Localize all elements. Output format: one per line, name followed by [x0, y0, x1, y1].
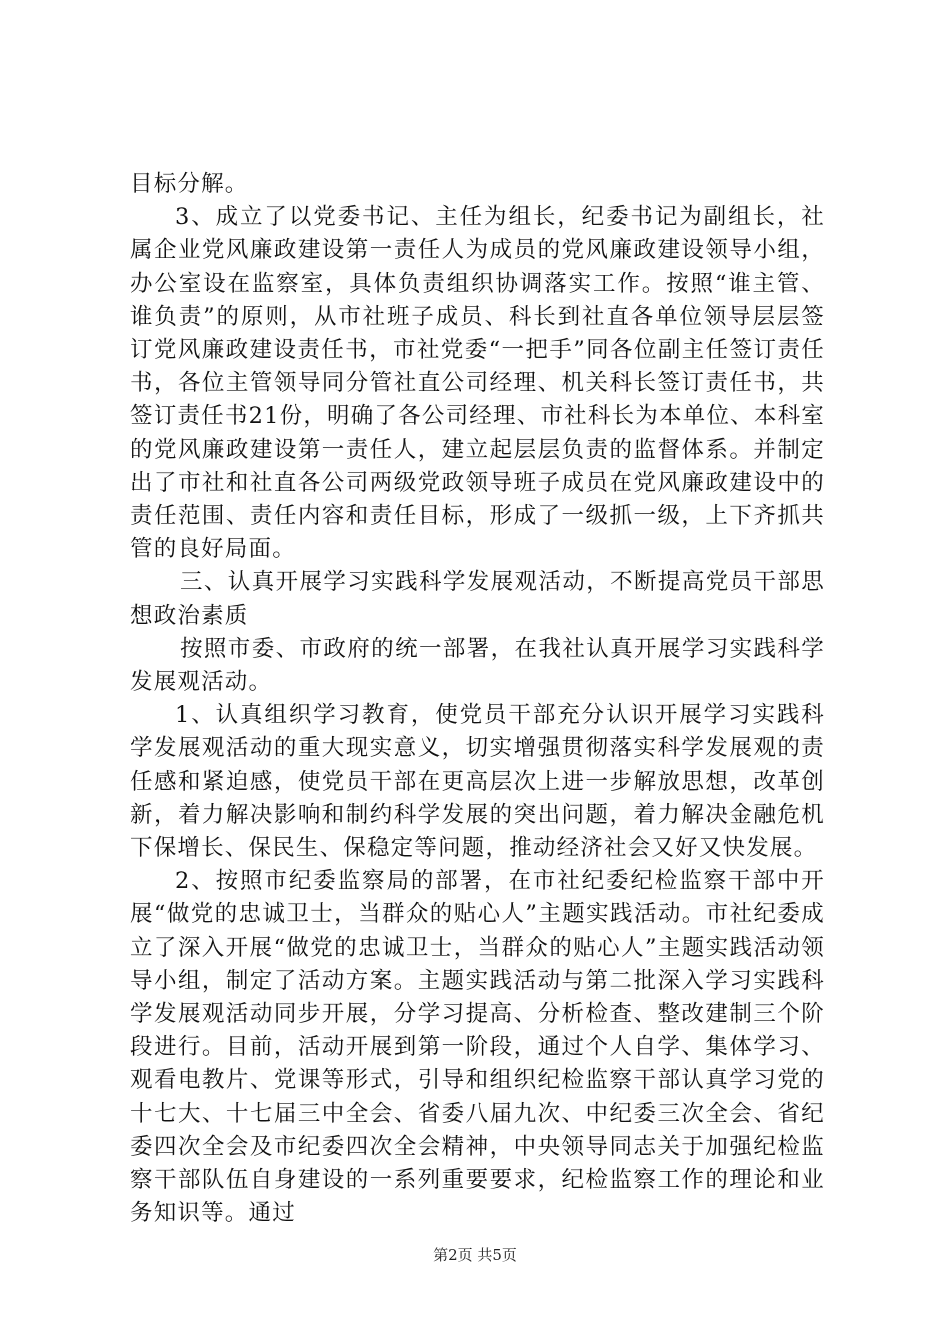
- paragraph-item-3: 3、成立了以党委书记、主任为组长，纪委书记为副组长，社属企业党风廉政建设第一责任人为成员的党风廉政建设领导小组，办公室设在监察室，具体负责组织协调落实工作。按照“谁主管、谁负责”的原则，从市社班子成员、科长到社直各单位领导层层签订党风廉政建设责任书，市社党委“一把手”同各位副主任签订责任书，各位主管领导同分管社直公司经理、机关科长签订责任书，共签订责任书21份，明确了各公司经理、市社科长为本单位、本科室的党风廉政建设第一责任人，建立起层层负责的监督体系。并制定出了市社和社直各公司两级党政领导班子成员在党风廉政建设中的责任范围、责任内容和责任目标，形成了一级抓一级，上下齐抓共管的良好局面。: [130, 204, 825, 563]
- section-heading-3: 三、认真开展学习实践科学发展观活动，不断提高党员干部思想政治素质: [130, 569, 825, 629]
- paragraph-intro: 按照市委、市政府的统一部署，在我社认真开展学习实践科学发展观活动。: [130, 635, 825, 696]
- paragraph-item-1: 1、认真组织学习教育，使党员干部充分认识开展学习实践科学发展观活动的重大现实意义，切实增强贯彻落实科学发展观的责任感和紧迫感，使党员干部在更高层次上进一步解放思想，改革创新，着力解决影响和制约科学发展的突出问题，着力解决金融危机下保增长、保民生、保稳定等问题，推动经济社会又好又快发展。: [130, 702, 825, 862]
- document-body: [130, 168, 825, 1231]
- paragraph-continuation: 目标分解。: [130, 171, 249, 197]
- paragraph-item-2: 2、按照市纪委监察局的部署，在市社纪委纪检监察干部中开展“做党的忠诚卫士，当群众的贴心人”主题实践活动。市社纪委成立了深入开展“做党的忠诚卫士，当群众的贴心人”主题实践活动领导小组，制定了活动方案。主题实践活动与第二批深入学习实践科学发展观活动同步开展，分学习提高、分析检查、整改建制三个阶段进行。目前，活动开展到第一阶段，通过个人自学、集体学习、观看电教片、党课等形式，引导和组织纪检监察干部认真学习党的十七大、十七届三中全会、省委八届九次、中纪委三次全会、省纪委四次全会及市纪委四次全会精神，中央领导同志关于加强纪检监察干部队伍自身建设的一系列重要要求，纪检监察工作的理论和业务知识等。通过: [130, 868, 825, 1227]
- page-footer: 第2页 共5页: [433, 1246, 517, 1264]
